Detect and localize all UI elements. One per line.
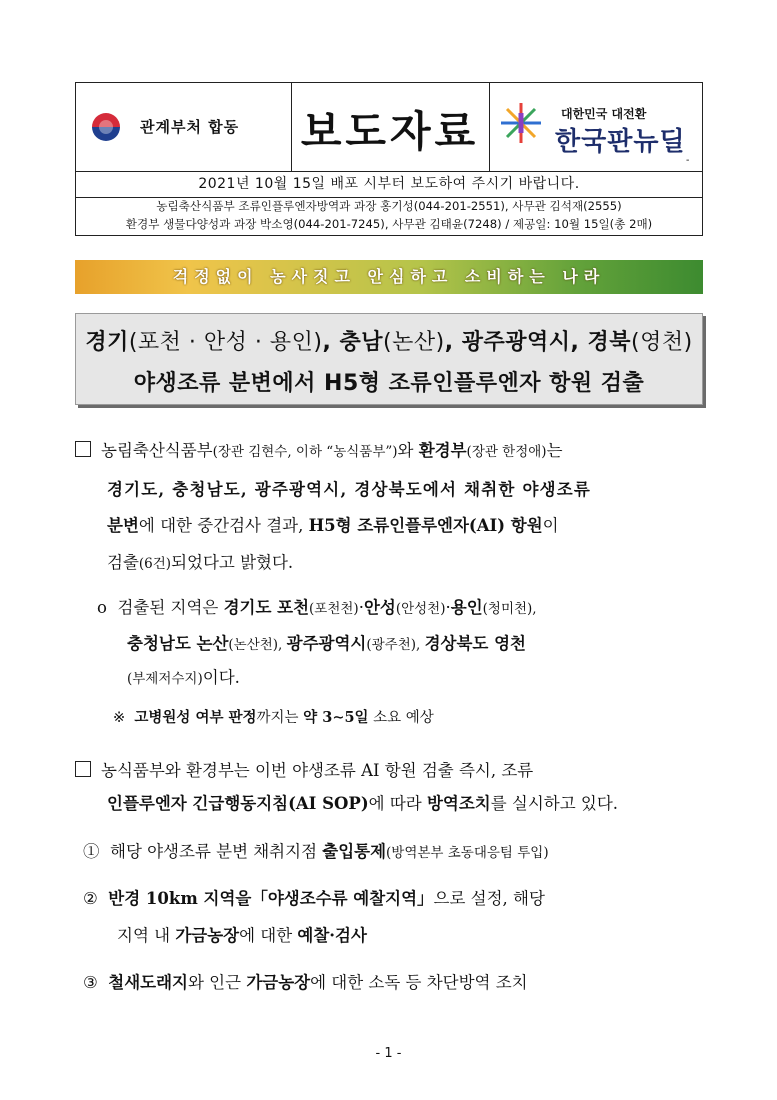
press-header-table: [75, 82, 703, 236]
action-item-3: ③ 철새도래지와 인근 가금농장에 대한 소독 등 차단방역 조치: [83, 973, 528, 992]
joint-label: 관계부처 합동: [140, 118, 240, 136]
action-item-2-line-1: ② 반경 10km 지역을「야생조수류 예찰지역」으로 설정, 해당: [83, 889, 545, 908]
new-deal-logo-cell: [489, 83, 701, 171]
contact-info: [76, 197, 702, 235]
headline-line-2: 야생조류 분변에서 H5형 조류인플루엔자 항원 검출: [133, 371, 645, 396]
slogan-top: 대한민국 대전환: [561, 107, 647, 121]
paragraph-2-line-3: (부제저수지)이다.: [127, 668, 240, 687]
slogan-banner: [75, 260, 703, 294]
paragraph-2-line-1: ο 검출된 지역은 경기도 포천(포천천)·안성(안성천)·용인(청미천),: [97, 598, 537, 617]
contact-line-2: 환경부 생물다양성과 과장 박소영(044-201-7245), 사무관 김태윤(7248) / 제공일: 10월 15일(총 2매): [125, 217, 653, 231]
paragraph-1-line-1: 농림축산식품부(장관 김현수, 이하 “농식품부”)와 환경부(장관 한정애)는: [75, 441, 563, 462]
slogan-main: 한국판뉴딜: [555, 127, 686, 157]
paragraph-1-line-2: 경기도, 충청남도, 광주광역시, 경상북도에서 채취한 야생조류: [107, 480, 592, 499]
header-top-row: [76, 83, 702, 172]
item-number-2: ②: [83, 889, 98, 908]
press-cell: [291, 83, 490, 171]
item-number-3: ③: [83, 973, 98, 992]
action-item-2-line-2: 지역 내 가금농장에 대한 예찰·검사: [117, 926, 367, 945]
note-line: ※ 고병원성 여부 판정까지는 약 3∼5일 소요 예상: [113, 709, 434, 726]
joint-cell: [76, 83, 292, 171]
new-deal-burst-icon: [499, 101, 543, 145]
item-number-1: ①: [83, 842, 100, 861]
paragraph-1-line-3: 분변에 대한 중간검사 결과, H5형 조류인플루엔자(AI) 항원이: [107, 516, 559, 535]
headline-box: [75, 313, 703, 405]
paragraph-1-line-4: 검출(6건)되었다고 밝혔다.: [107, 553, 294, 572]
banner-text: 걱정없이 농사짓고 안심하고 소비하는 나라: [172, 267, 606, 286]
logo-tick: -: [686, 155, 690, 166]
press-release-label: 보도자료: [300, 107, 480, 156]
contact-line-1: 농림축산식품부 조류인플루엔자방역과 과장 홍기성(044-201-2551), 사무관 김석재(2555): [156, 199, 622, 213]
page-number: - 1 -: [375, 1046, 402, 1061]
paragraph-2-line-2: 충청남도 논산(논산천), 광주광역시(광주천), 경상북도 영천: [127, 634, 526, 653]
release-notice: 2021년 10월 15일 배포 시부터 보도하여 주시기 바랍니다.: [76, 171, 702, 198]
headline-line-1: 경기(포천 · 안성 · 용인), 충남(논산), 광주광역시, 경북(영천): [85, 330, 693, 355]
taegeuk-emblem-icon: [92, 113, 120, 141]
checkbox-square-icon: [75, 761, 91, 777]
paragraph-3-line-2: 인플루엔자 긴급행동지침(AI SOP)에 따라 방역조치를 실시하고 있다.: [107, 794, 619, 813]
checkbox-square-icon: [75, 441, 91, 457]
paragraph-3-line-1: 농식품부와 환경부는 이번 야생조류 AI 항원 검출 즉시, 조류: [75, 761, 533, 781]
note-mark: ※: [113, 710, 126, 726]
action-item-1: ① 해당 야생조류 분변 채취지점 출입통제(방역본부 초동대응팀 투입): [83, 842, 549, 861]
bullet-mark: ο: [97, 598, 107, 617]
